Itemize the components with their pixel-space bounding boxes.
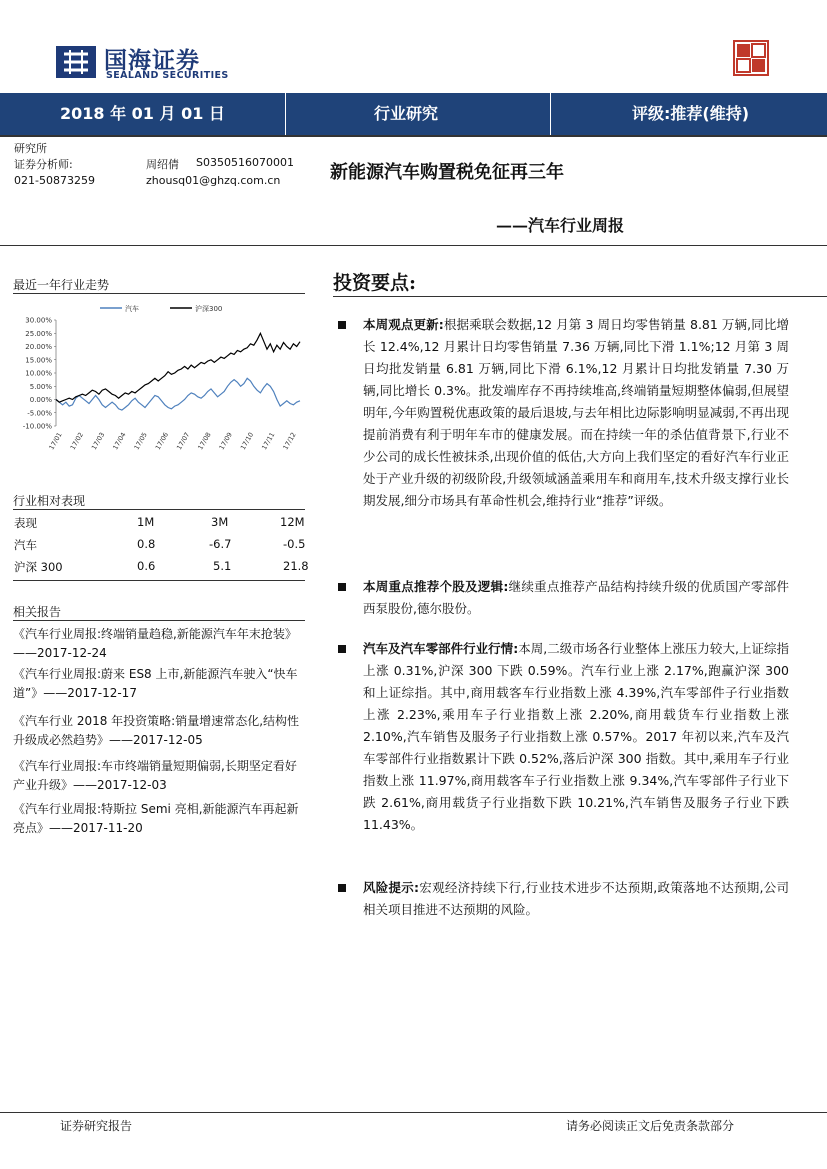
y-tick-label: 0.00% — [29, 396, 52, 404]
analyst-name: 周绍倩 — [146, 158, 179, 171]
related-report-link[interactable]: 《汽车行业周报:特斯拉 Semi 亮相,新能源汽车再起新亮点》——2017-11-20 — [13, 802, 299, 835]
related-section-title: 相关报告 — [13, 605, 62, 619]
table-cell: 沪深 300 — [14, 560, 63, 574]
x-tick-label: 17/03 — [89, 431, 107, 452]
bullet-icon — [338, 645, 346, 653]
key-point-text: 本周,二级市场各行业整体上涨压力较大,上证综指上涨 0.31%,沪深 300 下跌 0.59%。汽车行业上涨 2.17%,跑赢沪深 300 和上证综指。其中,商用载客车行业指数上涨 4.39%,汽车零部件子行业指数上涨 2.23%,乘用车子行业指数上涨 2.20%,商用载货车行业指数上涨 2.10%,汽车销售及服务子行业指数上涨 0.57%。2017 年初以来,汽车及汽车零部件行业指数累计下跌 0.52%,落后沪深 300 指数。其中,乘用车子行业指数上涨 11.97%,商用载客车子行业指数上涨 9.34%,汽车零部件子行业下跌 2.61%,商用载货子行业指数下跌 10.21%,汽车销售及服务子行业下跌 11.43%。 — [363, 641, 789, 832]
trend-section-title: 最近一年行业走势 — [13, 278, 110, 292]
table-row — [13, 537, 305, 559]
table-cell: 0.8 — [137, 537, 156, 551]
table-header-cell: 12M — [280, 515, 305, 529]
report-title: 新能源汽车购置税免征再三年 — [330, 162, 564, 183]
x-tick-label: 17/05 — [132, 431, 149, 452]
report-date: 2018 年 01 月 01 日 — [60, 104, 225, 123]
section-rule — [333, 296, 827, 297]
key-point-text: 根据乘联会数据,12 月第 3 周日均零售销量 8.81 万辆,同比增长 12.4%,12 月累计日均零售销量 7.36 万辆,同比下滑 1.1%;12 月第 3 周日均批发销量 6.81 万辆,同比下滑 6.1%,12 月累计日均批发销量 7.30 万辆,同比增长 0.3%。批发端库存不再持续堆高,终端销量短期整体偏弱,但展望明年,今年购置税优惠政策的最后退坡,与去年相比边际影响明显减弱,不再出现提前消费有利于明年车市的健康发展。而在持续一年的杀估值背景下,行业不少公司的成长性被抹杀,出现价值的低估,大方向上我们坚定的看好汽车行业正处于产业升级的初级阶段,升级领域涵盖乘用车和商用车,技术升级支撑行业长期发展,细分市场具有革命性机会,维持行业“推荐”评级。 — [363, 317, 789, 508]
analyst-role: 证券分析师: — [14, 158, 73, 171]
company-name-cn: 国海证券 — [104, 48, 200, 74]
legend-label-index: 沪深300 — [195, 305, 223, 313]
bullet-icon — [338, 583, 346, 591]
key-point-risk — [363, 877, 789, 921]
related-report-link[interactable]: 《汽车行业 2018 年投资策略:销量增速常态化,结构性升级成必然趋势》——2017-12-05 — [13, 714, 300, 747]
title-divider — [0, 245, 827, 246]
x-tick-label: 17/01 — [47, 431, 64, 452]
key-point-heading: 本周观点更新: — [363, 317, 444, 332]
x-tick-label: 17/09 — [217, 431, 234, 452]
related-report-link[interactable]: 《汽车行业周报:车市终端销量短期偏弱,长期坚定看好产业升级》——2017-12-03 — [13, 759, 297, 792]
table-header-row — [13, 515, 305, 537]
key-point-heading: 本周重点推荐个股及逻辑: — [363, 579, 509, 594]
y-tick-label: 25.00% — [25, 329, 52, 338]
legend-label-auto: 汽车 — [125, 305, 139, 313]
footer-right: 请务必阅读正文后免责条款部分 — [566, 1119, 735, 1133]
table-header-cell: 1M — [137, 515, 155, 529]
analyst-phone: 021-50873259 — [14, 174, 95, 187]
table-header-cell: 表现 — [14, 516, 37, 530]
report-subtitle: ——汽车行业周报 — [496, 216, 625, 235]
section-rule — [13, 509, 305, 510]
footer-left: 证券研究报告 — [60, 1119, 133, 1133]
table-cell: 21.8 — [283, 559, 309, 573]
key-point-weekly-view — [363, 314, 789, 512]
x-tick-label: 17/08 — [196, 431, 213, 452]
x-tick-label: 17/11 — [260, 431, 277, 452]
key-points-title: 投资要点: — [333, 272, 417, 294]
y-tick-label: 10.00% — [25, 369, 52, 378]
y-tick-label: 20.00% — [25, 343, 52, 351]
series-line-index — [56, 333, 300, 402]
band-divider — [550, 93, 551, 135]
section-rule — [13, 620, 305, 621]
rating: 评级:推荐(维持) — [632, 104, 750, 123]
y-tick-label: -10.00% — [22, 422, 52, 431]
key-point-market — [363, 638, 789, 836]
y-tick-label: -5.00% — [27, 409, 52, 418]
section-rule — [13, 580, 305, 581]
table-header-cell: 3M — [211, 515, 229, 529]
table-cell: 0.6 — [137, 559, 156, 573]
institute: 研究所 — [14, 142, 47, 155]
report-type: 行业研究 — [374, 104, 439, 123]
related-report-link[interactable]: 《汽车行业周报:蔚来 ES8 上市,新能源汽车驶入“快车道”》——2017-12-17 — [13, 667, 298, 700]
key-point-stock-picks — [363, 576, 789, 620]
y-tick-label: 30.00% — [25, 316, 52, 325]
footer-rule — [0, 1112, 827, 1113]
table-cell: -0.5 — [283, 537, 306, 551]
section-rule — [13, 293, 305, 294]
x-tick-label: 17/06 — [153, 431, 171, 452]
table-cell: -6.7 — [209, 537, 232, 551]
table-cell: 5.1 — [213, 559, 232, 573]
header-band-underline — [0, 135, 827, 137]
series-line-auto — [56, 378, 300, 410]
x-tick-label: 17/04 — [111, 431, 128, 452]
key-point-heading: 风险提示: — [363, 880, 420, 895]
x-tick-label: 17/07 — [175, 431, 192, 452]
x-tick-label: 17/12 — [281, 431, 298, 452]
x-tick-label: 17/10 — [238, 431, 256, 452]
trend-chart — [10, 298, 305, 460]
y-tick-label: 15.00% — [25, 356, 52, 365]
analyst-email[interactable]: zhousq01@ghzq.com.cn — [146, 174, 281, 187]
company-name-en: SEALAND SECURITIES — [106, 70, 229, 81]
performance-section-title: 行业相对表现 — [13, 494, 86, 508]
band-divider — [285, 93, 286, 135]
x-tick-label: 17/02 — [68, 431, 86, 452]
sealand-logo-icon — [56, 44, 96, 80]
research-seal-icon — [733, 40, 769, 76]
y-tick-label: 5.00% — [29, 382, 52, 391]
key-point-text: 继续重点推荐产品结构持续升级的优质国产零部件西泵股份,德尔股份。 — [363, 579, 789, 616]
bullet-icon — [338, 884, 346, 892]
table-cell: 汽车 — [14, 538, 37, 552]
bullet-icon — [338, 321, 346, 329]
key-point-heading: 汽车及汽车零部件行业行情: — [363, 641, 519, 656]
table-row — [13, 559, 309, 581]
analyst-license: S0350516070001 — [196, 156, 294, 169]
related-report-link[interactable]: 《汽车行业周报:终端销量趋稳,新能源汽车年末抢装》——2017-12-24 — [13, 627, 297, 660]
key-point-text: 宏观经济持续下行,行业技术进步不达预期,政策落地不达预期,公司相关项目推进不达预期的风险。 — [363, 880, 790, 917]
